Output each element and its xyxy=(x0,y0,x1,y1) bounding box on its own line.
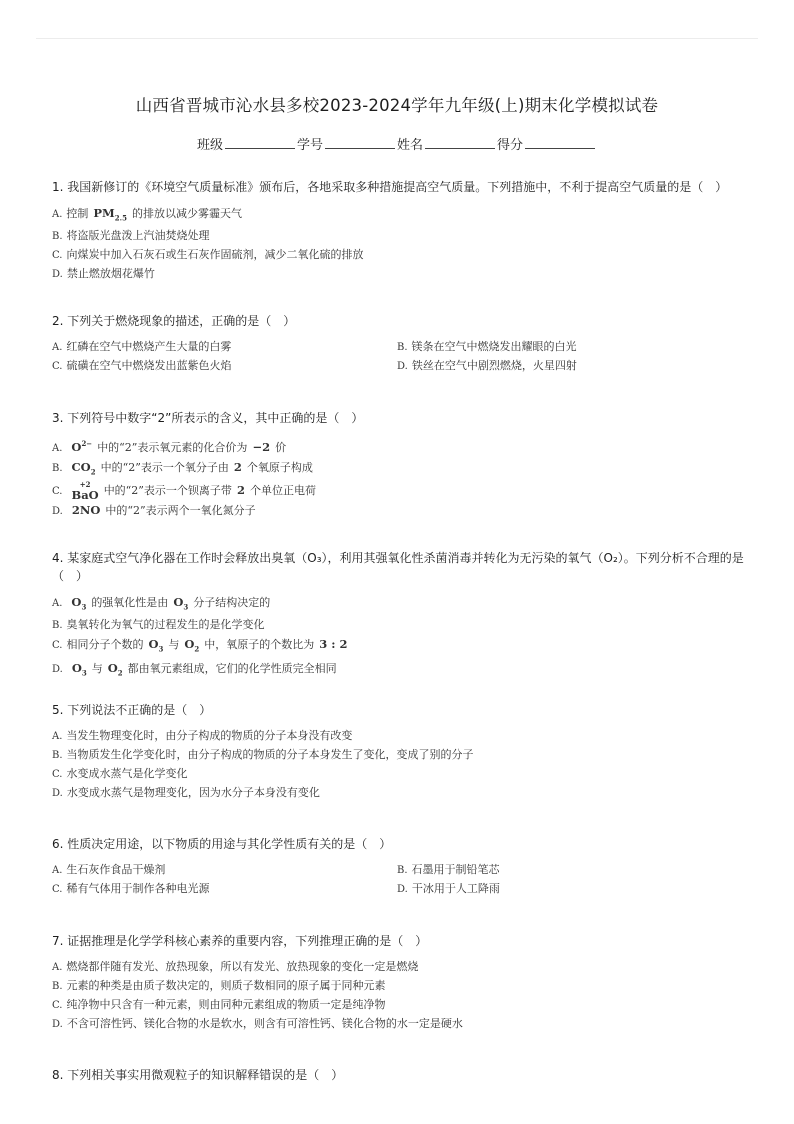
field-class-label: 班级 xyxy=(196,138,223,153)
option-b[interactable]: B. 臭氧转化为氧气的过程发生的是化学变化 xyxy=(52,618,265,632)
question-4 xyxy=(52,549,752,682)
option-b[interactable]: B. 当物质发生化学变化时，由分子构成的物质的分子本身发生了变化，变成了别的分子 xyxy=(52,748,474,761)
question-7 xyxy=(52,932,752,1034)
field-name-label: 姓名 xyxy=(397,138,424,153)
field-score-label: 得分 xyxy=(497,138,524,153)
option-c[interactable]: C. 纯净物中只含有一种元素，则由同种元素组成的物质一定是纯净物 xyxy=(52,998,386,1011)
student-info-line xyxy=(0,134,794,153)
option-c[interactable]: C. 稀有气体用于制作各种电光源 xyxy=(52,882,210,895)
option-c[interactable]: C. 相同分子个数的 $O_3$ 与 $O_2$ 中，氧原子的个数比为 3 : 2 xyxy=(52,637,348,654)
option-b[interactable]: B. $CO_2$ 中的“2”表示一个氧分子由 2 个氧原子构成 xyxy=(52,459,313,477)
question-3 xyxy=(52,409,752,521)
formula: $PM_{2.5}$ xyxy=(93,206,127,223)
option-a[interactable]: A. 控制 $PM_{2.5}$ 的排放以减少雾霾天气 xyxy=(52,206,242,223)
formula-with-valence: +2 BaO xyxy=(71,480,99,503)
field-class-blank[interactable] xyxy=(225,135,295,149)
question-stem: 3. 下列符号中数字“2”所表示的含义，其中正确的是（ ） xyxy=(52,411,364,425)
option-c[interactable]: C. 水变成水蒸气是化学变化 xyxy=(52,767,188,780)
option-d[interactable]: D. 禁止燃放烟花爆竹 xyxy=(52,267,155,281)
option-a[interactable]: A. 当发生物理变化时，由分子构成的物质的分子本身没有改变 xyxy=(52,729,353,742)
option-a[interactable]: A. 生石灰作食品干燥剂 xyxy=(52,863,166,876)
question-1 xyxy=(52,178,752,284)
option-a[interactable]: A. $O^{2-}$ 中的“2”表示氧元素的化合价为 −2 价 xyxy=(52,439,287,454)
field-score-blank[interactable] xyxy=(525,135,595,149)
option-d[interactable]: D. $O_3$ 与 $O_2$ 都由氧元素组成，它们的化学性质完全相同 xyxy=(52,660,337,677)
option-a[interactable]: A. $O_3$ 的强氧化性是由 $O_3$ 分子结构决定的 xyxy=(52,595,271,612)
option-d[interactable]: D. 2NO 中的“2”表示两个一氧化氮分子 xyxy=(52,503,256,518)
option-b[interactable]: B. 镁条在空气中燃烧发出耀眼的白光 xyxy=(397,340,577,353)
option-b[interactable]: B. 石墨用于制铅笔芯 xyxy=(397,863,500,876)
formula: $O^{2-}$ xyxy=(71,439,93,454)
formula: 2NO xyxy=(71,503,101,518)
option-d[interactable]: D. 水变成水蒸气是物理变化，因为水分子本身没有变化 xyxy=(52,786,320,799)
field-id-blank[interactable] xyxy=(325,135,395,149)
field-name-blank[interactable] xyxy=(425,135,495,149)
question-2 xyxy=(52,312,752,376)
question-stem: 7. 证据推理是化学学科核心素养的重要内容，下列推理正确的是（ ） xyxy=(52,934,428,948)
question-8 xyxy=(52,1066,752,1084)
question-stem: 6. 性质决定用途，以下物质的用途与其化学性质有关的是（ ） xyxy=(52,837,392,851)
top-divider xyxy=(36,38,758,39)
option-c[interactable]: C. 硫磺在空气中燃烧发出蓝紫色火焰 xyxy=(52,359,232,372)
question-stem: 2. 下列关于燃烧现象的描述，正确的是（ ） xyxy=(52,314,296,328)
option-a[interactable]: A. 红磷在空气中燃烧产生大量的白雾 xyxy=(52,340,232,353)
option-b[interactable]: B. 元素的种类是由质子数决定的，则质子数相同的原子属于同种元素 xyxy=(52,979,386,992)
question-stem: 1. 我国新修订的《环境空气质量标准》颁布后，各地采取多种措施提高空气质量。下列措施中，不利于提高空气质量的是（ ） xyxy=(52,180,728,194)
formula: $CO_2$ xyxy=(71,459,96,477)
option-c[interactable]: C. +2 BaO 中的“2”表示一个钡离子带 2 个单位正电荷 xyxy=(52,480,316,503)
question-stem: 4. 某家庭式空气净化器在工作时会释放出臭氧（O₃），利用其强氧化性杀菌消毒并转化为无污染的氧气（O₂）。下列分析不合理的是（ ） xyxy=(52,551,744,583)
question-stem: 8. 下列相关事实用微观粒子的知识解释错误的是（ ） xyxy=(52,1068,344,1082)
question-6 xyxy=(52,835,752,899)
option-b[interactable]: B. 将盗版光盘泼上汽油焚烧处理 xyxy=(52,229,210,243)
question-5 xyxy=(52,701,752,803)
page-title: 山西省晋城市沁水县多校2023-2024学年九年级(上)期末化学模拟试卷 xyxy=(135,96,659,115)
option-d[interactable]: D. 不含可溶性钙、镁化合物的水是软水，则含有可溶性钙、镁化合物的水一定是硬水 xyxy=(52,1017,463,1030)
question-stem: 5. 下列说法不正确的是（ ） xyxy=(52,703,212,717)
option-d[interactable]: D. 干冰用于人工降雨 xyxy=(397,882,500,895)
field-id-label: 学号 xyxy=(296,138,323,153)
option-d[interactable]: D. 铁丝在空气中剧烈燃烧，火星四射 xyxy=(397,359,577,372)
option-c[interactable]: C. 向煤炭中加入石灰石或生石灰作固硫剂，减少二氧化硫的排放 xyxy=(52,248,364,262)
option-a[interactable]: A. 燃烧都伴随有发光、放热现象，所以有发光、放热现象的变化一定是燃烧 xyxy=(52,960,419,973)
